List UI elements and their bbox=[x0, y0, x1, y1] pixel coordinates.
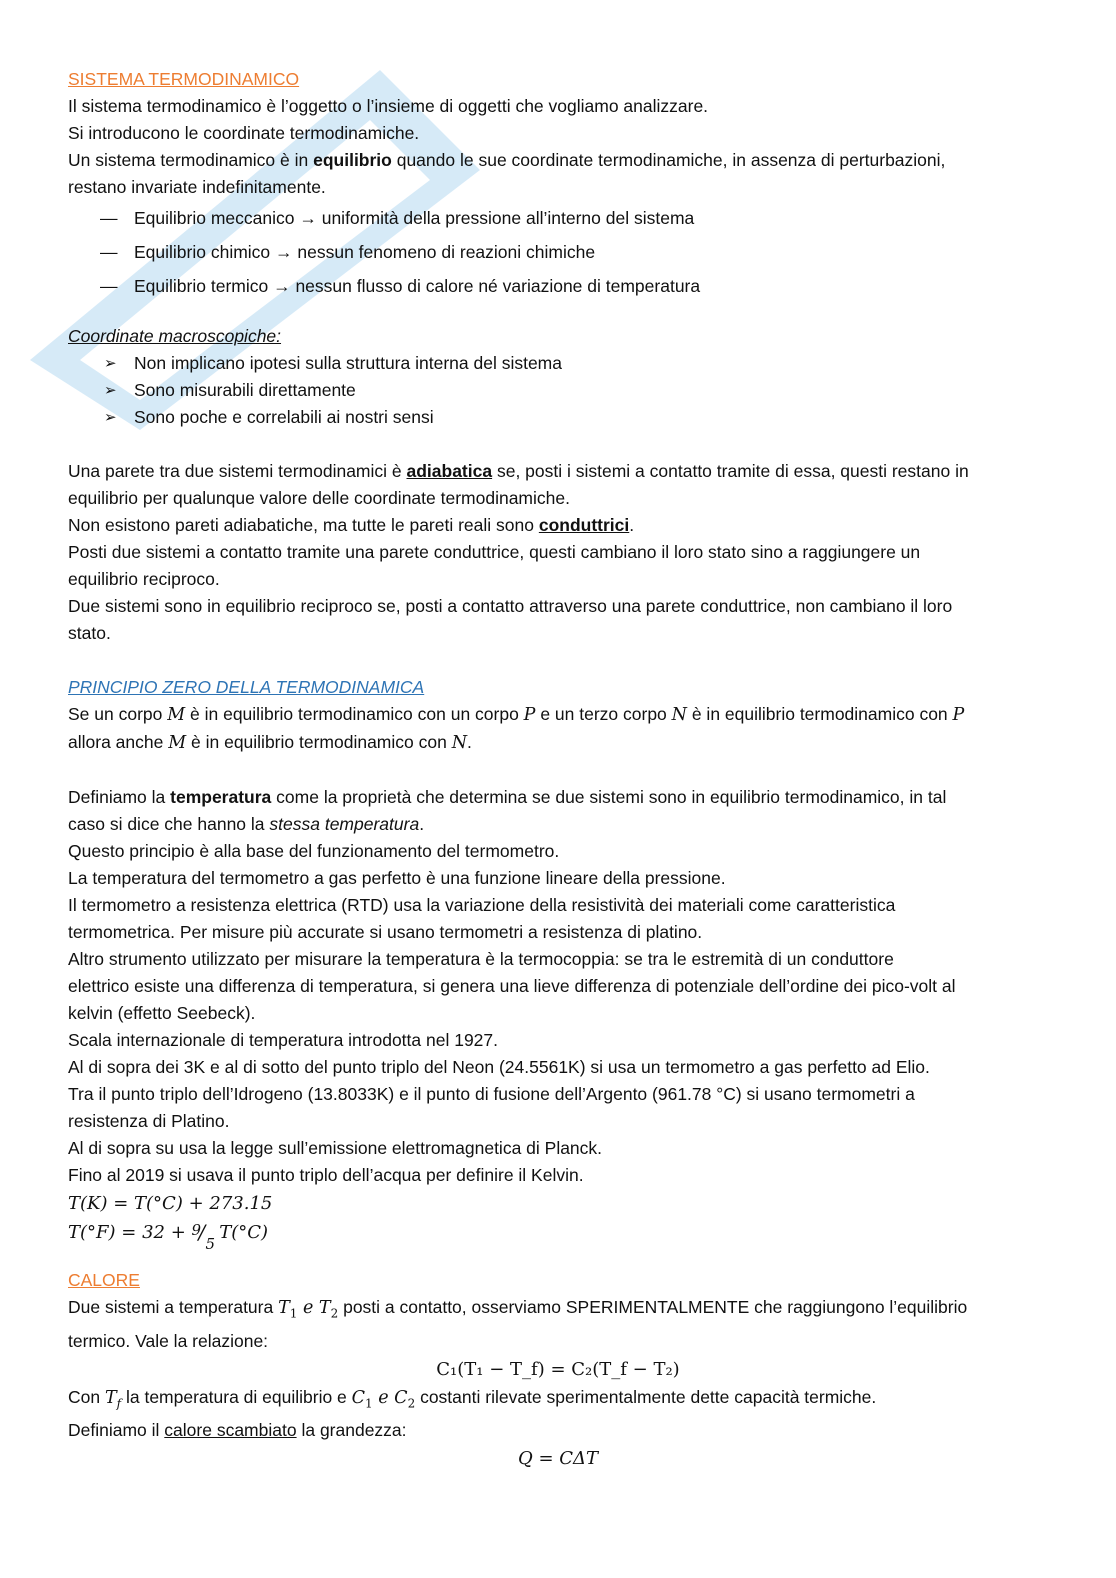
paragraph: La temperatura del termometro a gas perfetto è una funzione lineare della pressione. bbox=[68, 868, 726, 888]
paragraph: stato. bbox=[68, 623, 111, 643]
paragraph: restano invariate indefinitamente. bbox=[68, 177, 326, 197]
list-item: ➢ Sono misurabili direttamente bbox=[68, 377, 1048, 404]
paragraph: Al di sopra dei 3K e al di sotto del punto triplo del Neon (24.5561K) si usa un termometro a gas perfetto ad Elio. bbox=[68, 1057, 930, 1077]
paragraph: allora anche M è in equilibrio termodinamico con N. bbox=[68, 732, 472, 753]
paragraph: Il sistema termodinamico è l’oggetto o l’insieme di oggetti che vogliamo analizzare. bbox=[68, 96, 709, 116]
paragraph: Un sistema termodinamico è in equilibrio quando le sue coordinate termodinamiche, in assenza di perturbazioni, bbox=[68, 150, 946, 170]
document-page bbox=[68, 66, 1048, 1473]
paragraph: Se un corpo M è in equilibrio termodinamico con un corpo P e un terzo corpo N è in equilibrio termodinamico con P bbox=[68, 704, 965, 725]
paragraph: Il termometro a resistenza elettrica (RTD) usa la variazione della resistività dei materiali come caratteristica bbox=[68, 895, 896, 915]
paragraph: Fino al 2019 si usava il punto triplo dell’acqua per definire il Kelvin. bbox=[68, 1165, 584, 1185]
paragraph: Scala internazionale di temperatura introdotta nel 1927. bbox=[68, 1030, 498, 1050]
paragraph: Due sistemi a temperatura $T_1$ e $T_2$ posti a contatto, osserviamo SPERIMENTALMENTE che raggiungono l’equilibrio bbox=[68, 1297, 968, 1321]
dash-bullet-icon: — bbox=[100, 276, 118, 296]
section-title-calore: CALORE bbox=[68, 1270, 140, 1290]
section-title-sistema: SISTEMA TERMODINAMICO bbox=[68, 69, 300, 89]
formula-equilibrium: C₁(T₁ − T_f) = C₂(T_f − T₂) bbox=[436, 1358, 680, 1380]
list-item: — Equilibrio termico → nessun flusso di calore né variazione di temperatura bbox=[68, 269, 1048, 303]
paragraph: caso si dice che hanno la stessa temperatura. bbox=[68, 814, 425, 834]
dash-bullet-icon: — bbox=[100, 208, 118, 228]
paragraph: Una parete tra due sistemi termodinamici è adiabatica se, posti i sistemi a contatto tramite di essa, questi restano in bbox=[68, 461, 969, 481]
section-title-principio: PRINCIPIO ZERO DELLA TERMODINAMICA bbox=[68, 677, 425, 697]
formula-fahrenheit: T(°F) = 32 + 9 / 5 T(°C) bbox=[68, 1220, 269, 1253]
paragraph: kelvin (effetto Seebeck). bbox=[68, 1003, 256, 1023]
fraction-nine-fifths: 9 / 5 bbox=[191, 1220, 216, 1253]
formula-heat: Q = CΔT bbox=[517, 1448, 599, 1469]
dash-bullet-icon: — bbox=[100, 242, 118, 262]
paragraph: Non esistono pareti adiabatiche, ma tutte le pareti reali sono conduttrici. bbox=[68, 515, 635, 535]
arrow-bullet-icon: ➢ bbox=[104, 382, 117, 399]
subheading-macroscopic: Coordinate macroscopiche: bbox=[68, 326, 282, 346]
paragraph: Definiamo il calore scambiato la grandezza: bbox=[68, 1420, 407, 1440]
list-item: ➢ Sono poche e correlabili ai nostri sensi bbox=[68, 404, 1048, 431]
paragraph: Si introducono le coordinate termodinamiche. bbox=[68, 123, 420, 143]
paragraph: termico. Vale la relazione: bbox=[68, 1330, 269, 1351]
paragraph: Altro strumento utilizzato per misurare la temperatura è la termocoppia: se tra le estremità di un conduttore bbox=[68, 949, 894, 969]
formula-kelvin: T(K) = T(°C) + 273.15 bbox=[68, 1193, 273, 1214]
macroscopic-list bbox=[68, 350, 1048, 431]
paragraph: equilibrio per qualunque valore delle coordinate termodinamiche. bbox=[68, 488, 570, 508]
equilibrium-list bbox=[68, 201, 1048, 303]
list-item: — Equilibrio meccanico → uniformità della pressione all’interno del sistema bbox=[68, 201, 1048, 235]
paragraph: Posti due sistemi a contatto tramite una parete conduttrice, questi cambiano il loro stato sino a raggiungere un bbox=[68, 542, 921, 562]
arrow-bullet-icon: ➢ bbox=[104, 409, 117, 426]
paragraph: termometrica. Per misure più accurate si usano termometri a resistenza di platino. bbox=[68, 922, 703, 942]
paragraph: Definiamo la temperatura come la proprietà che determina se due sistemi sono in equilibrio termodinamico, in tal bbox=[68, 787, 947, 807]
paragraph: Questo principio è alla base del funzionamento del termometro. bbox=[68, 841, 560, 861]
paragraph: Tra il punto triplo dell’Idrogeno (13.8033K) e il punto di fusione dell’Argento (961.78 °C) si usano termometri a bbox=[68, 1084, 915, 1104]
paragraph: Due sistemi sono in equilibrio reciproco se, posti a contatto attraverso una parete conduttrice, non cambiano il loro bbox=[68, 596, 953, 616]
paragraph: Con $T_f$ la temperatura di equilibrio e $C_1$ e $C_2$ costanti rilevate sperimentalmente dette capacità termiche. bbox=[68, 1386, 877, 1410]
paragraph: elettrico esiste una differenza di temperatura, si genera una lieve differenza di potenziale dell’ordine dei pico-volt al bbox=[68, 976, 956, 996]
paragraph: equilibrio reciproco. bbox=[68, 569, 220, 589]
paragraph: resistenza di Platino. bbox=[68, 1111, 230, 1131]
list-item: — Equilibrio chimico → nessun fenomeno di reazioni chimiche bbox=[68, 235, 1048, 269]
list-item: ➢ Non implicano ipotesi sulla struttura interna del sistema bbox=[68, 350, 1048, 377]
arrow-bullet-icon: ➢ bbox=[104, 355, 117, 372]
paragraph: Al di sopra su usa la legge sull’emissione elettromagnetica di Planck. bbox=[68, 1138, 603, 1158]
